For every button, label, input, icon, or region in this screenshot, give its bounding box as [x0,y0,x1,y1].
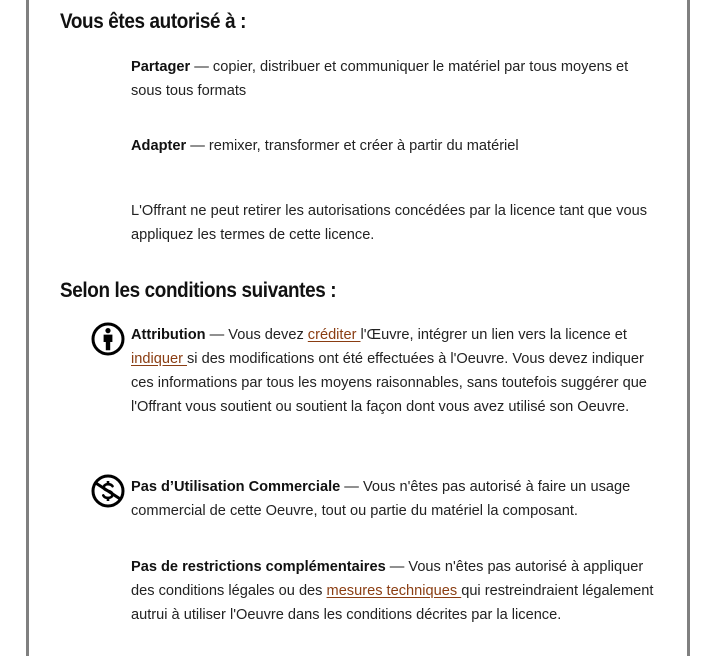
no-restrictions-text-2: qui restreindraient légalement autrui à utiliser l'Oeuvre dans les conditions décrites par la licence. [131,583,654,623]
credit-link[interactable]: créditer [307,327,361,343]
adapt-description: — remixer, transformer et créer à partir du matériel [186,138,519,154]
share-permission [131,55,661,103]
attribution-text-1: — Vous devez [205,327,308,343]
no-restrictions-text-1: — Vous n'êtes pas autorisé à appliquer des conditions légales ou des [131,559,644,599]
conditions-heading: Selon les conditions suivantes : [60,279,337,302]
non-commercial-icon [91,474,125,508]
share-term: Partager [131,59,191,75]
noncommercial-description: — Vous n'êtes pas autorisé à faire un usage commercial de cette Oeuvre, tout ou partie du matériel la composant. [131,479,631,519]
irrevocable-notice: L'Offrant ne peut retirer les autorisations concédées par la licence tant que vous appliquez les termes de cette licence. [131,203,648,243]
noncommercial-term: Pas d’Utilisation Commerciale [131,479,341,495]
share-description: — copier, distribuer et communiquer le matériel par tous moyens et sous tous formats [131,59,629,99]
no-restrictions-condition [131,555,661,627]
permissions-heading: Vous êtes autorisé à : [60,10,247,33]
noncommercial-condition [131,475,661,523]
adapt-term: Adapter [131,138,187,154]
attribution-condition [131,323,661,419]
attribution-text-3: si des modifications ont été effectuées à l'Oeuvre. Vous devez indiquer ces informations par tous les moyens raisonnables, sans toutefois suggérer que l'Offrant vous soutient ou soutient la façon dont vous avez utilisé son Oeuvre. [131,351,647,415]
adapt-permission [131,134,661,158]
attribution-icon [91,322,125,356]
attribution-text-2: l'Œuvre, intégrer un lien vers la licence et [360,327,627,343]
indicate-link[interactable]: indiquer [131,351,187,367]
attribution-term: Attribution [131,327,206,343]
technical-measures-link[interactable]: mesures techniques [326,583,462,599]
no-restrictions-term: Pas de restrictions complémentaires [131,559,386,575]
